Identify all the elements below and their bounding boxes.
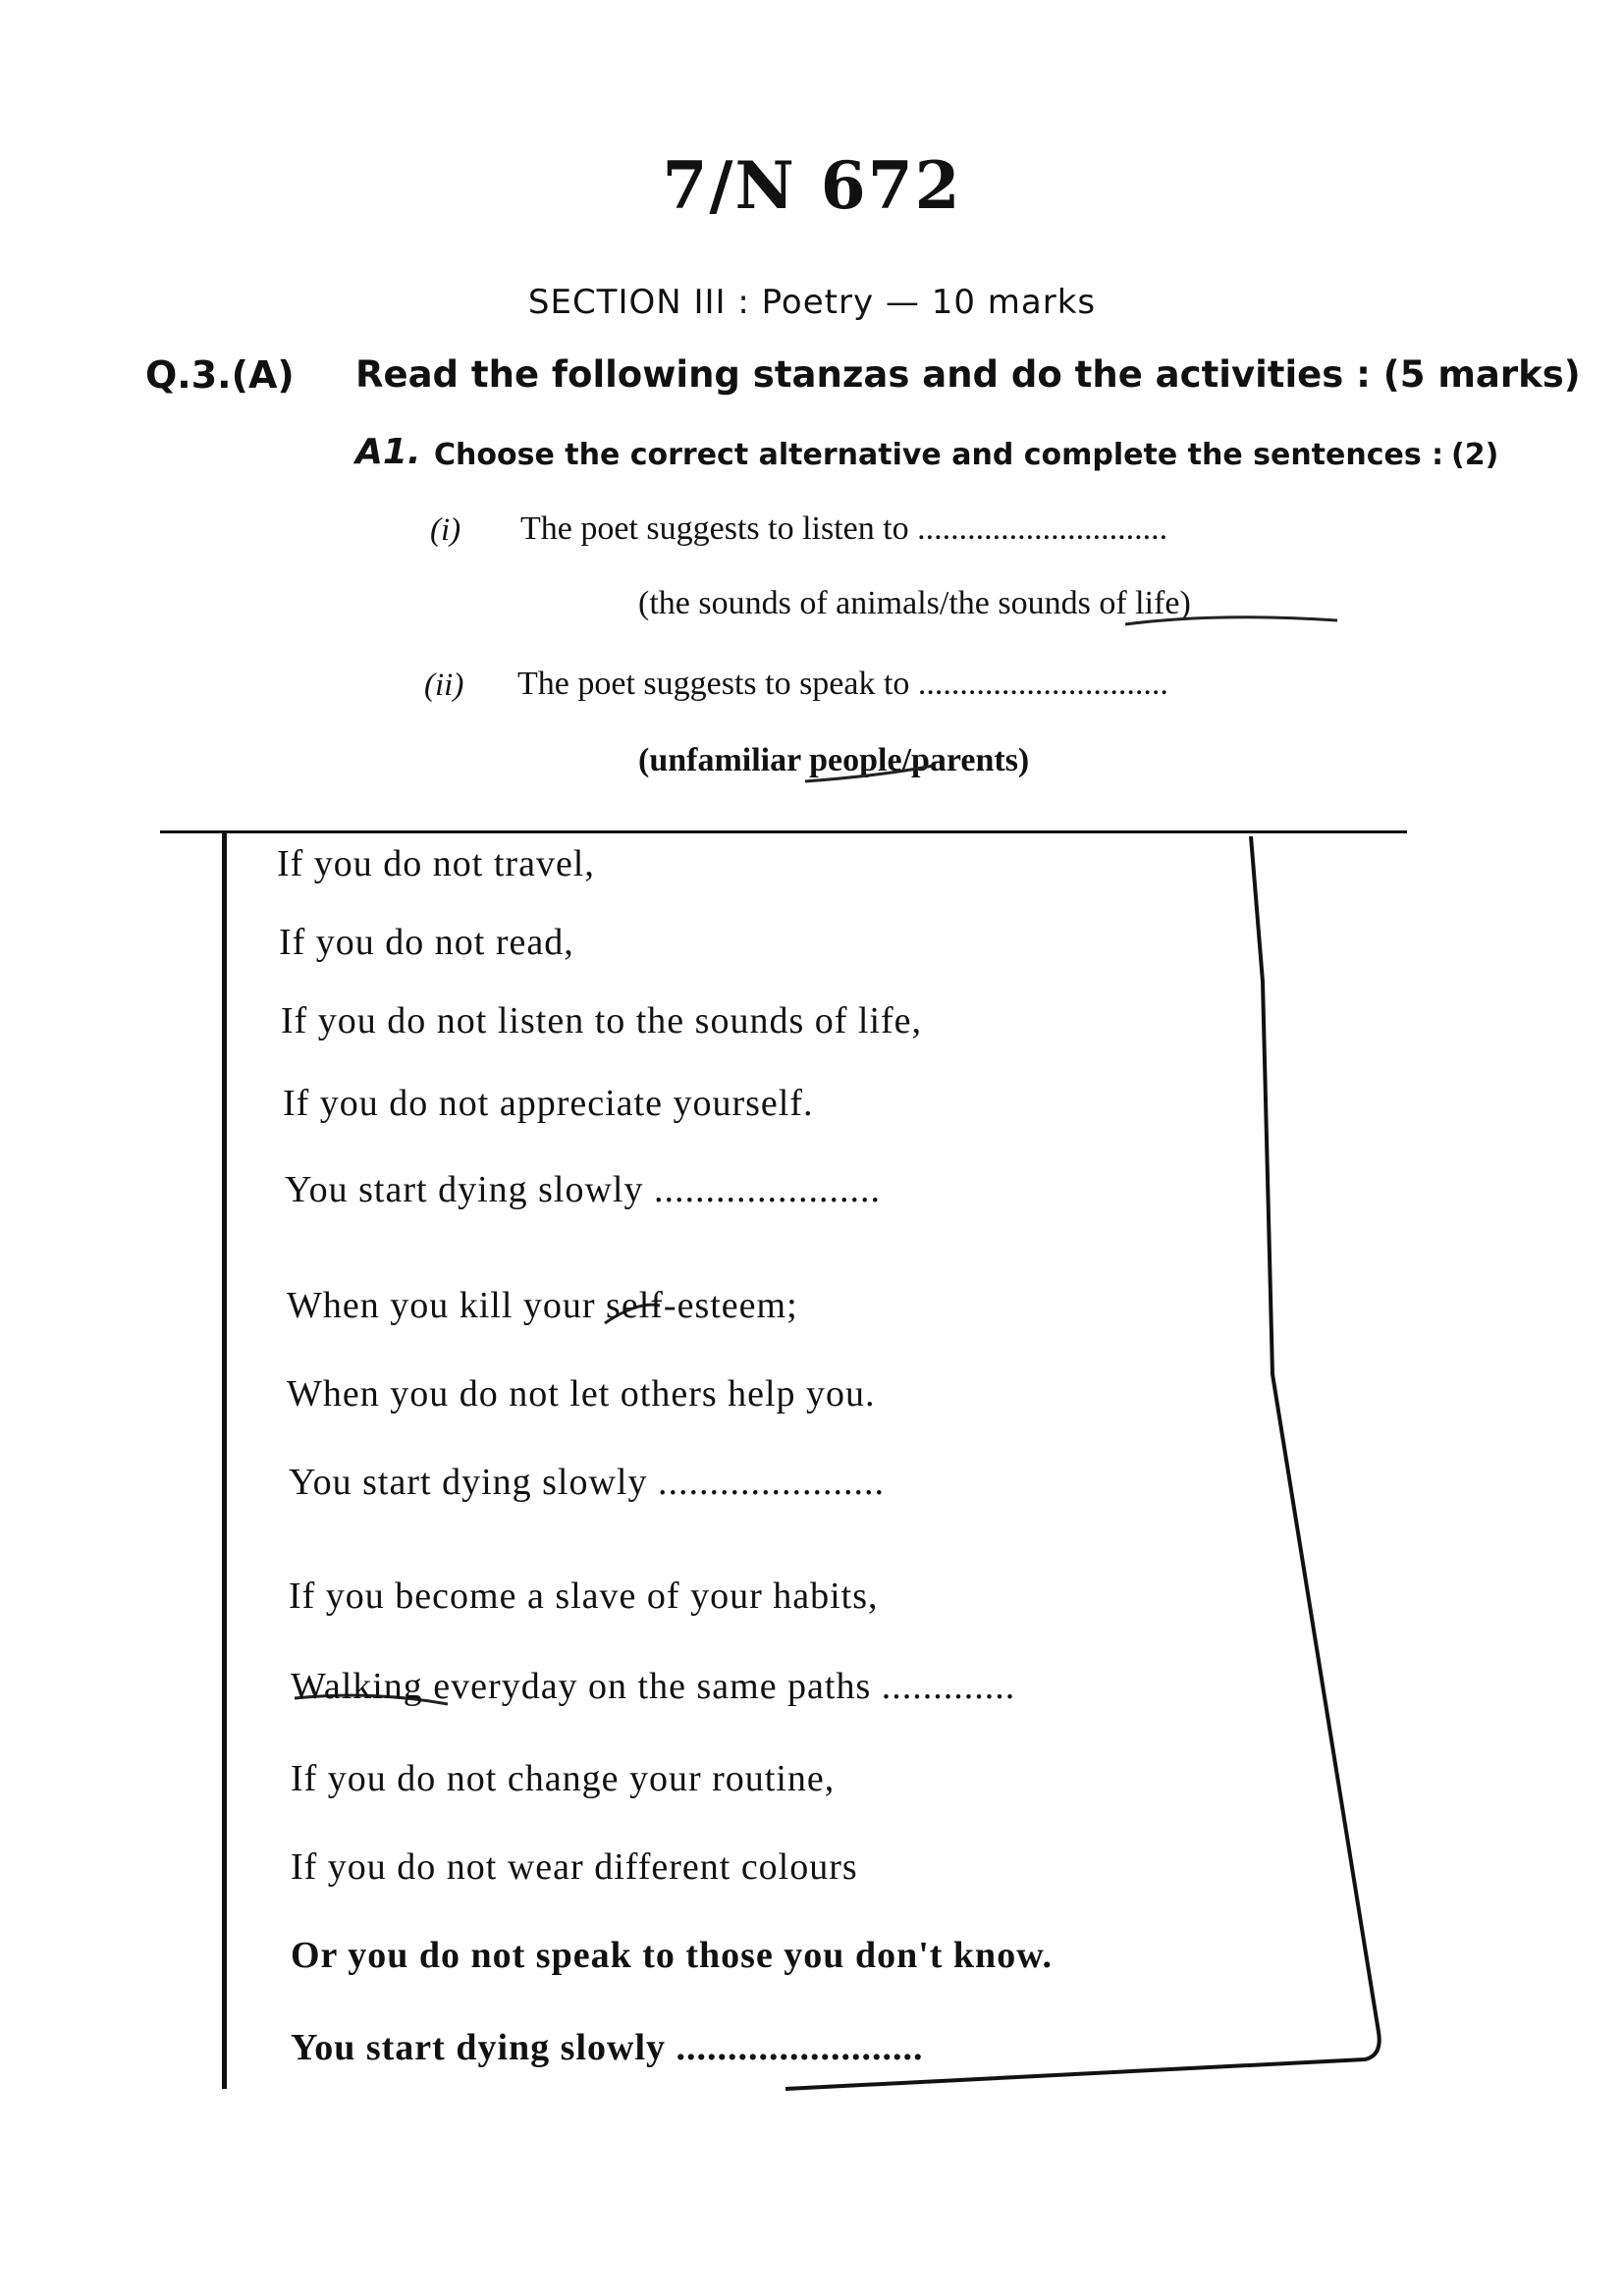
item-text: The poet suggests to speak to .............................. [517, 666, 1168, 702]
item-number: (i) [430, 512, 461, 548]
poem-line: If you do not wear different colours [291, 1846, 858, 1888]
poem-line: When you kill your self-esteem; [287, 1285, 798, 1326]
paper-code: 7/N 672 [662, 147, 962, 224]
poem-line: If you do not read, [279, 922, 574, 963]
item-options: (unfamiliar people/parents) [638, 742, 1030, 778]
section-heading: SECTION III : Poetry — 10 marks [527, 283, 1097, 322]
item-options: (the sounds of animals/the sounds of life) [638, 585, 1191, 621]
poem-line: You start dying slowly ...................... [285, 1169, 881, 1210]
poem-line: If you do not travel, [277, 843, 595, 884]
poem-line: When you do not let others help you. [287, 1373, 876, 1415]
activity-label: A1. [355, 432, 421, 472]
poem-line: If you do not change your routine, [291, 1758, 836, 1799]
item-text: The poet suggests to listen to .............................. [520, 510, 1168, 547]
question-instruction: Read the following stanzas and do the activities : (5 marks) [355, 353, 1581, 396]
poem-line: If you do not appreciate yourself. [283, 1083, 814, 1124]
poem-line: If you become a slave of your habits, [289, 1575, 879, 1617]
item-number: (ii) [424, 667, 464, 703]
question-number: Q.3.(A) [145, 353, 295, 397]
activity-marks: (2) [1451, 438, 1499, 472]
activity-instruction: Choose the correct alternative and complete the sentences : [434, 438, 1444, 472]
poem-line: You start dying slowly ...................... [289, 1462, 885, 1503]
poem-line: If you do not listen to the sounds of life, [281, 1000, 923, 1041]
poem-line: Or you do not speak to those you don't know. [291, 1935, 1054, 1976]
poem-line: Walking everyday on the same paths ............. [291, 1666, 1016, 1707]
poem-line: You start dying slowly ........................ [291, 2027, 924, 2068]
